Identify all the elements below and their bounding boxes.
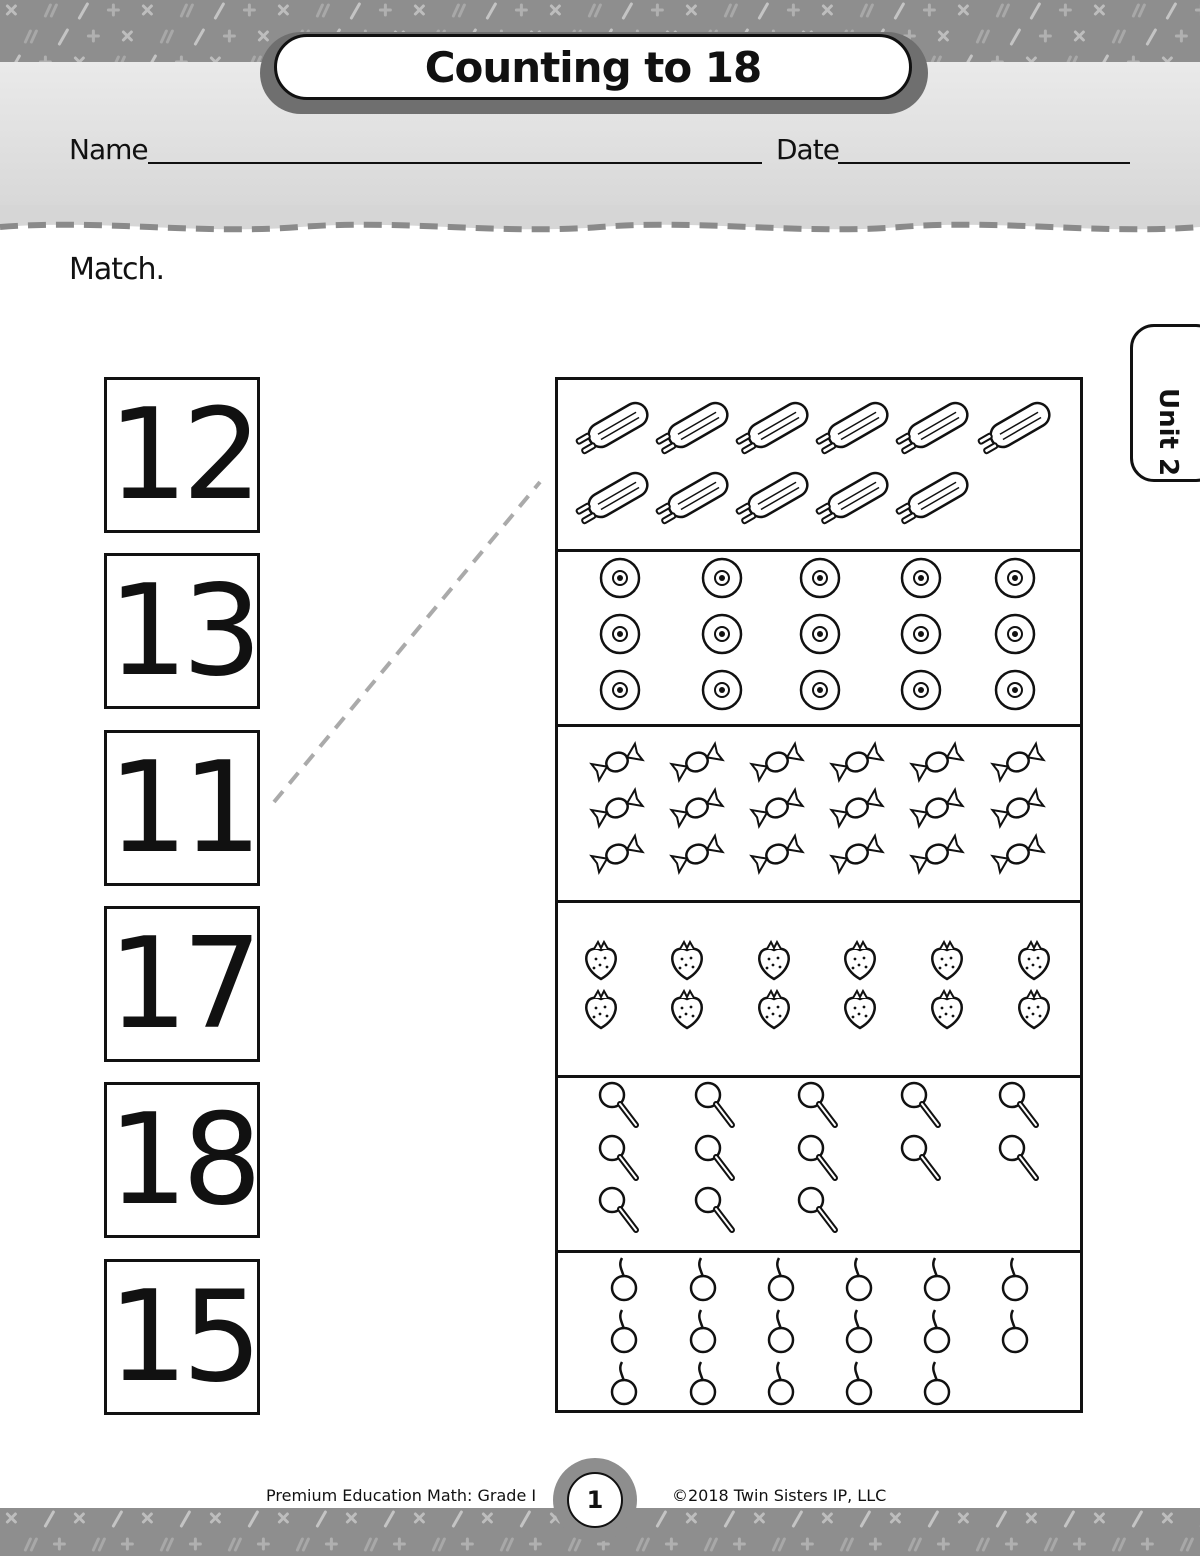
strawberry-icon: [759, 942, 788, 979]
cherry-icon: [925, 1258, 949, 1300]
wrapped-candy-icon: [831, 836, 882, 873]
picture-row-candies[interactable]: [558, 727, 1080, 903]
cherry-icon: [612, 1362, 636, 1404]
cherry-icon: [769, 1362, 793, 1404]
unit-tab: [1130, 324, 1200, 482]
number-box-17[interactable]: [104, 906, 260, 1062]
lollipop-icon: [696, 1083, 732, 1125]
cherry-icon: [691, 1258, 715, 1300]
popsicle-icon: [894, 469, 972, 528]
wrapped-candy-icon: [751, 744, 802, 781]
lollipop-icon: [600, 1136, 636, 1178]
lollipop-icon: [600, 1083, 636, 1125]
wrapped-candy-icon: [751, 790, 802, 827]
footer-copyright: ©2018 Twin Sisters IP, LLC: [672, 1486, 887, 1505]
name-field[interactable]: [148, 162, 762, 164]
number-label: 11: [107, 734, 257, 881]
lollipop-icon: [799, 1136, 835, 1178]
cherry-group: [558, 1253, 1080, 1410]
strawberry-icon: [932, 942, 961, 979]
cherry-icon: [1003, 1258, 1027, 1300]
donut-icon: [703, 615, 741, 653]
wrapped-candy-icon: [591, 790, 642, 827]
wrapped-candy-icon: [591, 836, 642, 873]
donut-icon: [601, 671, 639, 709]
candy-group: [558, 727, 1080, 903]
lollipop-icon: [902, 1083, 938, 1125]
unit-tab-label: Unit 2: [1153, 388, 1183, 477]
donut-icon: [996, 615, 1034, 653]
lollipop-icon: [1000, 1083, 1036, 1125]
cherry-icon: [925, 1310, 949, 1352]
popsicle-icon: [734, 399, 812, 458]
lollipop-icon: [799, 1083, 835, 1125]
picture-row-popsicles[interactable]: [558, 380, 1080, 552]
wrapped-candy-icon: [831, 790, 882, 827]
donut-group: [558, 552, 1080, 727]
donut-icon: [601, 615, 639, 653]
picture-row-donuts[interactable]: [558, 552, 1080, 727]
lollipop-icon: [600, 1188, 636, 1230]
popsicle-icon: [734, 469, 812, 528]
cherry-icon: [691, 1362, 715, 1404]
donut-icon: [801, 615, 839, 653]
popsicle-icon: [574, 469, 652, 528]
strawberry-group: [558, 903, 1080, 1078]
wrapped-candy-icon: [911, 836, 962, 873]
cherry-icon: [612, 1310, 636, 1352]
popsicle-icon: [654, 399, 732, 458]
picture-row-lollipops[interactable]: [558, 1078, 1080, 1253]
strawberry-icon: [672, 991, 701, 1028]
number-label: 17: [107, 910, 257, 1057]
strawberry-icon: [932, 991, 961, 1028]
page-title-banner: [274, 34, 912, 100]
instruction-text: Match.: [69, 252, 165, 287]
popsicle-icon: [814, 469, 892, 528]
wrapped-candy-icon: [751, 836, 802, 873]
page-number-badge: [567, 1472, 623, 1528]
lollipop-icon: [1000, 1136, 1036, 1178]
date-field[interactable]: [838, 162, 1130, 164]
cherry-icon: [769, 1310, 793, 1352]
cherry-icon: [847, 1362, 871, 1404]
strawberry-icon: [845, 942, 874, 979]
name-label: Name: [69, 133, 148, 166]
popsicle-icon: [654, 469, 732, 528]
wrapped-candy-icon: [992, 744, 1043, 781]
wrapped-candy-icon: [911, 744, 962, 781]
donut-icon: [703, 671, 741, 709]
strawberry-icon: [759, 991, 788, 1028]
wrapped-candy-icon: [591, 744, 642, 781]
picture-row-strawberries[interactable]: [558, 903, 1080, 1078]
picture-grid: [555, 377, 1083, 1413]
wrapped-candy-icon: [831, 744, 882, 781]
lollipop-icon: [902, 1136, 938, 1178]
footer-book-title: Premium Education Math: Grade I: [266, 1486, 537, 1505]
page-number: 1: [586, 1486, 604, 1514]
number-box-13[interactable]: [104, 553, 260, 709]
wavy-divider: [0, 205, 1200, 245]
number-label: 18: [107, 1086, 257, 1233]
lollipop-group: [558, 1078, 1080, 1253]
wrapped-candy-icon: [992, 836, 1043, 873]
number-label: 12: [107, 381, 257, 528]
lollipop-icon: [696, 1136, 732, 1178]
strawberry-icon: [672, 942, 701, 979]
wrapped-candy-icon: [671, 790, 722, 827]
number-label: 13: [107, 557, 257, 704]
wrapped-candy-icon: [911, 790, 962, 827]
lollipop-icon: [799, 1188, 835, 1230]
donut-icon: [601, 559, 639, 597]
strawberry-icon: [586, 991, 615, 1028]
donut-icon: [703, 559, 741, 597]
wrapped-candy-icon: [671, 836, 722, 873]
cherry-icon: [691, 1310, 715, 1352]
picture-row-cherries[interactable]: [558, 1253, 1080, 1410]
strawberry-icon: [845, 991, 874, 1028]
number-box-11[interactable]: [104, 730, 260, 886]
popsicle-group: [558, 380, 1080, 552]
donut-icon: [801, 559, 839, 597]
wrapped-candy-icon: [671, 744, 722, 781]
popsicle-icon: [894, 399, 972, 458]
cherry-icon: [847, 1258, 871, 1300]
number-box-15[interactable]: [104, 1259, 260, 1415]
donut-icon: [996, 671, 1034, 709]
popsicle-icon: [574, 399, 652, 458]
popsicle-icon: [814, 399, 892, 458]
number-label: 15: [107, 1263, 257, 1410]
number-box-12[interactable]: [104, 377, 260, 533]
cherry-icon: [769, 1258, 793, 1300]
page-title: Counting to 18: [424, 42, 762, 92]
donut-icon: [902, 671, 940, 709]
donut-icon: [801, 671, 839, 709]
strawberry-icon: [1019, 991, 1048, 1028]
strawberry-icon: [1019, 942, 1048, 979]
date-label: Date: [776, 133, 839, 166]
cherry-icon: [847, 1310, 871, 1352]
number-box-18[interactable]: [104, 1082, 260, 1238]
popsicle-icon: [976, 399, 1054, 458]
donut-icon: [996, 559, 1034, 597]
donut-icon: [902, 615, 940, 653]
cherry-icon: [925, 1362, 949, 1404]
cherry-icon: [1003, 1310, 1027, 1352]
wrapped-candy-icon: [992, 790, 1043, 827]
lollipop-icon: [696, 1188, 732, 1230]
cherry-icon: [612, 1258, 636, 1300]
donut-icon: [902, 559, 940, 597]
strawberry-icon: [586, 942, 615, 979]
